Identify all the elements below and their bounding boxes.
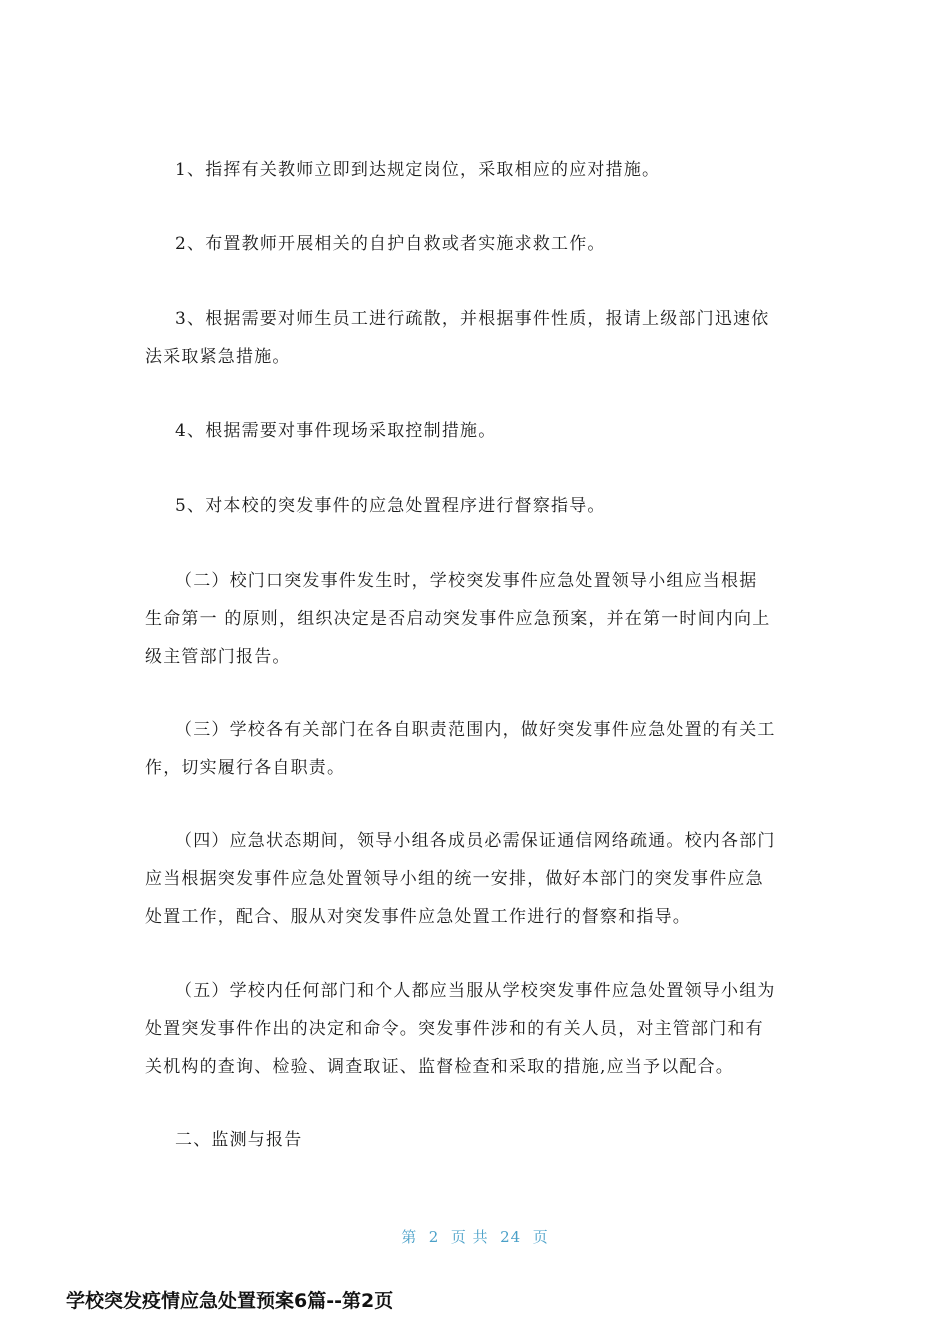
paragraph-item-2 — [145, 225, 810, 263]
paragraph-line: 生命第一 的原则，组织决定是否启动突发事件应急预案，并在第一时间内向上 — [145, 609, 771, 629]
page-number: 第 2 页 共 24 页 — [401, 1228, 549, 1246]
paragraph-item-5 — [145, 487, 810, 525]
paragraph-line: 级主管部门报告。 — [145, 647, 291, 667]
paragraph-line: （四）应急状态期间，领导小组各成员必需保证通信网络疏通。校内各部门 — [175, 831, 776, 851]
section-heading-text: 二、监测与报告 — [175, 1130, 303, 1150]
paragraph-line: 3、根据需要对师生员工进行疏散，并根据事件性质，报请上级部门迅速依 — [175, 309, 770, 329]
paragraph-section-4 — [145, 822, 810, 936]
paragraph-line: 5、对本校的突发事件的应急处置程序进行督察指导。 — [175, 496, 606, 516]
paragraph-section-2 — [145, 562, 810, 676]
paragraph-line: 2、布置教师开展相关的自护自救或者实施求救工作。 — [175, 234, 606, 254]
document-footer-title: 学校突发疫情应急处置预案6篇--第2页 — [66, 1290, 394, 1312]
paragraph-section-5 — [145, 972, 810, 1086]
paragraph-line: 处置工作，配合、服从对突发事件应急处置工作进行的督察和指导。 — [145, 907, 691, 927]
paragraph-item-1 — [145, 151, 810, 189]
paragraph-line: 处置突发事件作出的决定和命令。突发事件涉和的有关人员，对主管部门和有 — [145, 1019, 764, 1039]
section-heading — [145, 1121, 810, 1159]
paragraph-line: 应当根据突发事件应急处置领导小组的统一安排，做好本部门的突发事件应急 — [145, 869, 764, 889]
paragraph-line: 1、指挥有关教师立即到达规定岗位，采取相应的应对措施。 — [175, 160, 661, 180]
paragraph-line: 法采取紧急措施。 — [145, 347, 291, 367]
paragraph-line: 4、根据需要对事件现场采取控制措施。 — [175, 421, 497, 441]
paragraph-line: （二）校门口突发事件发生时，学校突发事件应急处置领导小组应当根据 — [175, 571, 758, 591]
paragraph-item-3 — [145, 300, 810, 376]
paragraph-line: （三）学校各有关部门在各自职责范围内，做好突发事件应急处置的有关工 — [175, 720, 776, 740]
paragraph-section-3 — [145, 711, 810, 787]
paragraph-line: 作，切实履行各自职责。 — [145, 758, 346, 778]
paragraph-item-4 — [145, 412, 810, 450]
paragraph-line: 关机构的查询、检验、调查取证、监督检查和采取的措施,应当予以配合。 — [145, 1057, 735, 1077]
paragraph-line: （五）学校内任何部门和个人都应当服从学校突发事件应急处置领导小组为 — [175, 981, 776, 1001]
